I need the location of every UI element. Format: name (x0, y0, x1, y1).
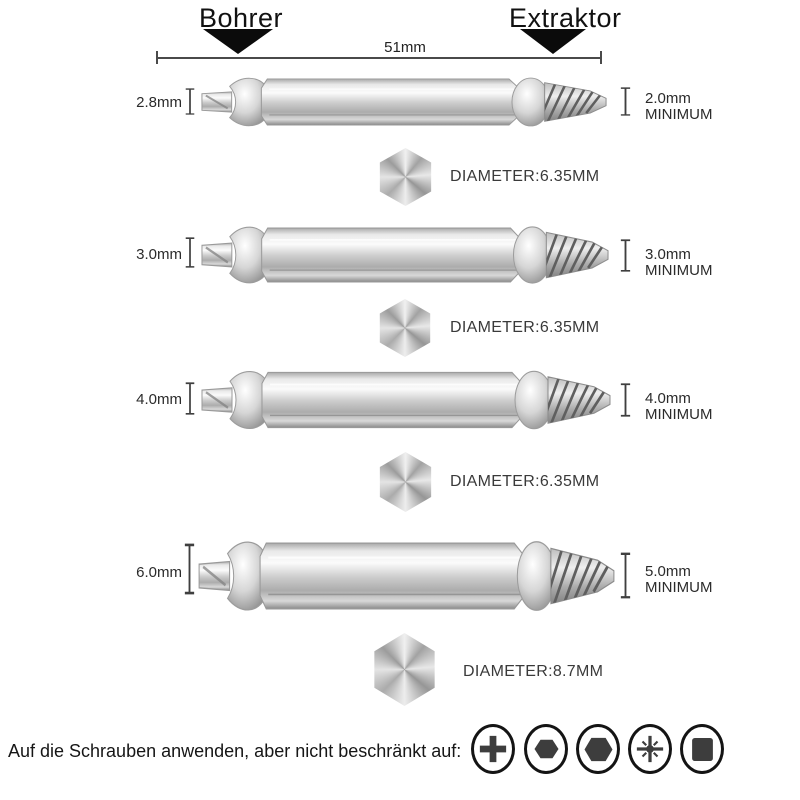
drill-size-label: 2.8mm (136, 94, 182, 111)
dimension-tick (600, 51, 602, 64)
extractor-min-label (645, 564, 713, 596)
diameter-label: DIAMETER:6.35MM (450, 319, 600, 336)
hex-screw-icon (524, 724, 568, 774)
hex-large-screw-icon (576, 724, 620, 774)
extractor-end-label: Extraktor (509, 3, 622, 33)
length-dimension-line (156, 57, 602, 59)
diameter-label: DIAMETER:6.35MM (450, 473, 600, 490)
square-screw-icon (680, 724, 724, 774)
extractor-min-label (645, 91, 713, 123)
hex-shank-icon (371, 633, 438, 706)
drill-end-label: Bohrer (199, 3, 284, 33)
pozidriv-screw-icon (628, 724, 672, 774)
extractor-min-label (645, 391, 713, 423)
extractor-bit-1 (196, 67, 612, 137)
measure-mark-icon (619, 239, 632, 272)
drill-size-label: 6.0mm (136, 564, 182, 581)
extractor-min-size: 4.0mm (645, 390, 691, 407)
measure-mark-icon (619, 552, 632, 599)
hex-shank-icon (377, 148, 434, 206)
extractor-bit-3 (196, 358, 616, 442)
diameter-label: DIAMETER:8.7MM (463, 663, 604, 680)
measure-mark-icon (184, 88, 196, 115)
hex-shank-icon (377, 299, 433, 357)
phillips-screw-icon (471, 724, 515, 774)
extractor-bit-2 (196, 214, 614, 296)
measure-mark-icon (184, 382, 196, 415)
measure-mark-icon (619, 87, 632, 116)
total-length-label: 51mm (384, 39, 426, 56)
drill-size-label: 3.0mm (136, 246, 182, 263)
usage-caption: Auf die Schrauben anwenden, aber nicht beschränkt auf: (8, 741, 462, 761)
drill-size-label: 4.0mm (136, 391, 182, 408)
minimum-text: MINIMUM (645, 406, 713, 423)
extractor-min-size: 5.0mm (645, 563, 691, 580)
hex-shank-icon (377, 452, 434, 512)
measure-mark-icon (619, 383, 632, 417)
minimum-text: MINIMUM (645, 579, 713, 596)
diameter-label: DIAMETER:6.35MM (450, 168, 600, 185)
extractor-bit-4 (193, 526, 620, 626)
arrow-down-icon (203, 29, 273, 54)
minimum-text: MINIMUM (645, 262, 713, 279)
extractor-min-label (645, 247, 713, 279)
dimension-tick (156, 51, 158, 64)
extractor-min-size: 3.0mm (645, 246, 691, 263)
measure-mark-icon (184, 237, 196, 268)
extractor-min-size: 2.0mm (645, 90, 691, 107)
arrow-down-icon (520, 29, 586, 54)
minimum-text: MINIMUM (645, 106, 713, 123)
